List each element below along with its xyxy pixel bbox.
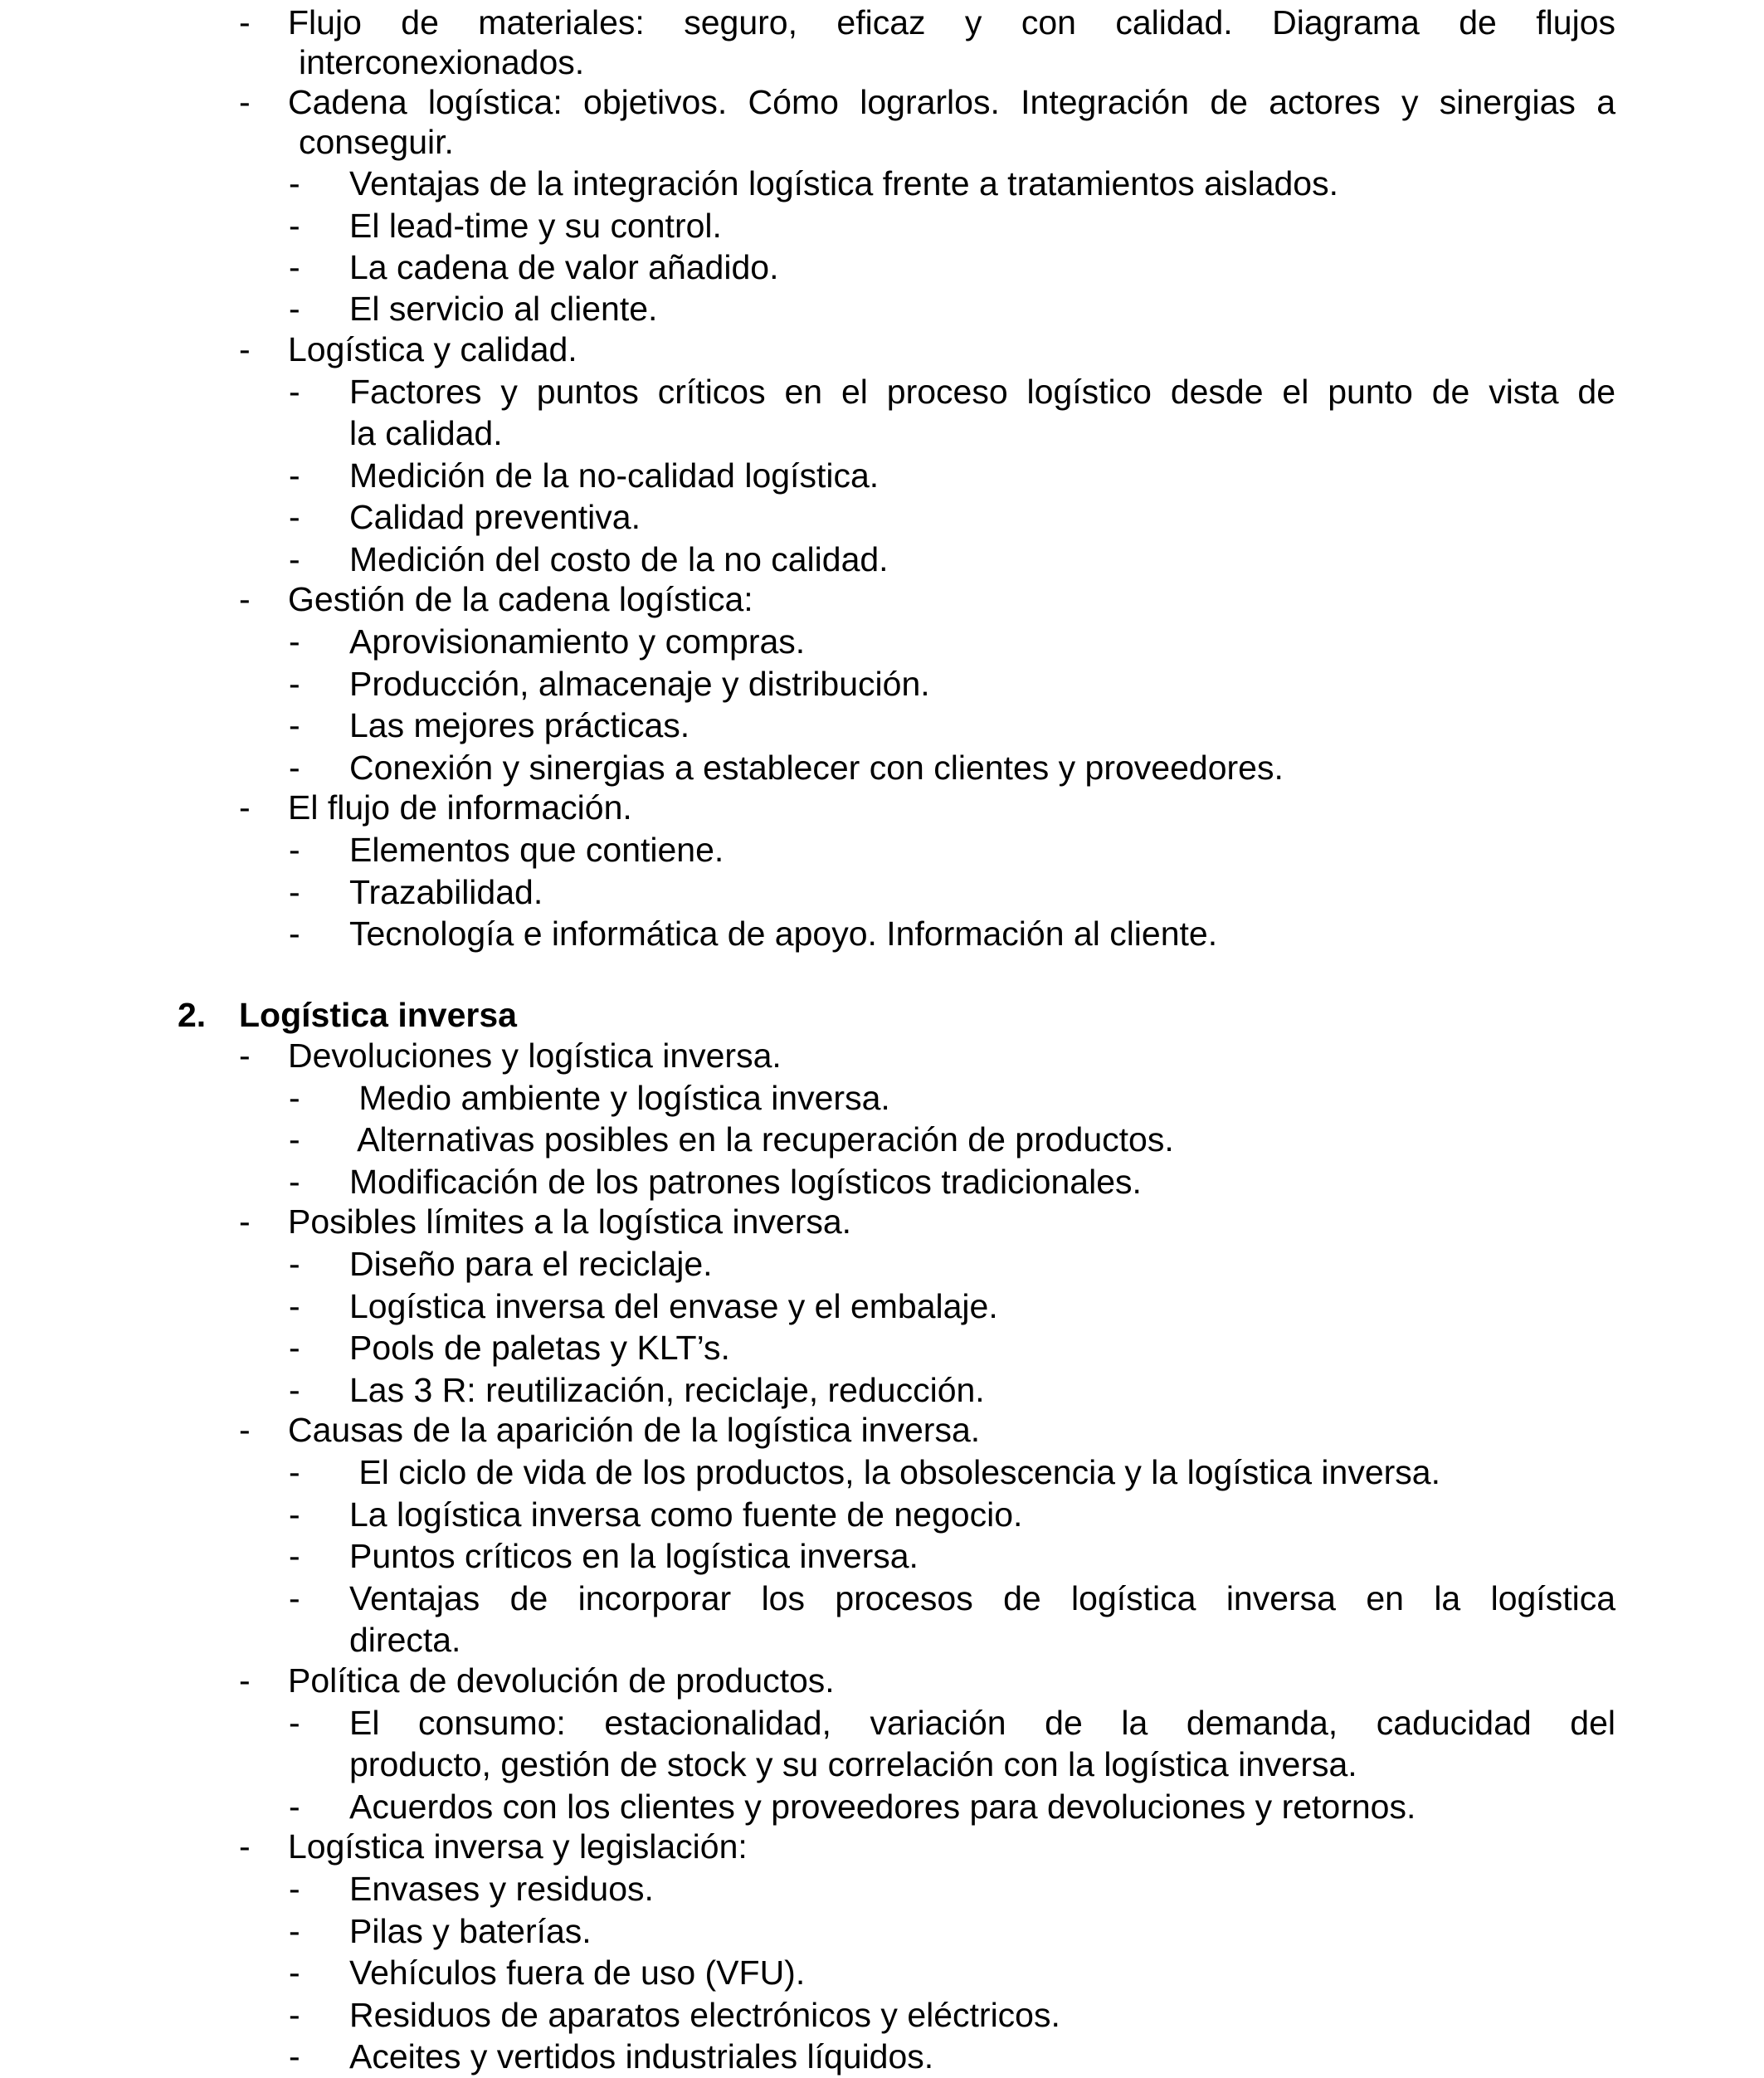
bullet-dash: - bbox=[289, 1287, 300, 1325]
list-item-posibles-limites: Posibles límites a la logística inversa. bbox=[288, 1202, 852, 1241]
bullet-dash: - bbox=[289, 498, 300, 536]
bullet-dash: - bbox=[289, 248, 300, 286]
bullet-dash: - bbox=[289, 456, 300, 495]
subitem: Las mejores prácticas. bbox=[349, 706, 690, 744]
bullet-dash: - bbox=[289, 2037, 300, 2076]
subitem: Vehículos fuera de uso (VFU). bbox=[349, 1954, 806, 1992]
bullet-dash: - bbox=[289, 873, 300, 911]
subitem-continuation: la calidad. bbox=[349, 414, 503, 452]
bullet-dash: - bbox=[239, 1661, 251, 1700]
bullet-dash: - bbox=[239, 1037, 251, 1075]
subitem: El ciclo de vida de los productos, la obsolescencia y la logística inversa. bbox=[349, 1453, 1440, 1491]
bullet-dash: - bbox=[239, 788, 251, 827]
bullet-dash: - bbox=[289, 1495, 300, 1534]
subitem: Modificación de los patrones logísticos tradicionales. bbox=[349, 1163, 1142, 1201]
bullet-dash: - bbox=[289, 373, 300, 411]
bullet-dash: - bbox=[289, 1996, 300, 2034]
subitem: Envases y residuos. bbox=[349, 1870, 654, 1908]
bullet-dash: - bbox=[289, 665, 300, 703]
subitem: El lead-time y su control. bbox=[349, 207, 722, 245]
subitem: Tecnología e informática de apoyo. Información al cliente. bbox=[349, 915, 1218, 953]
subitem: Elementos que contiene. bbox=[349, 831, 724, 869]
bullet-dash: - bbox=[289, 1870, 300, 1908]
list-item-cadena-logistica: Cadena logística: objetivos. Cómo lograrlos. Integración de actores y sinergias a bbox=[288, 83, 1615, 121]
subitem: Factores y puntos críticos en el proceso logístico desde el punto de vista de bbox=[349, 373, 1615, 411]
list-item-politica-devolucion: Política de devolución de productos. bbox=[288, 1661, 835, 1700]
subitem: Medio ambiente y logística inversa. bbox=[349, 1079, 890, 1117]
bullet-dash: - bbox=[289, 290, 300, 328]
bullet-dash: - bbox=[289, 1788, 300, 1826]
list-item-causas: Causas de la aparición de la logística inversa. bbox=[288, 1411, 981, 1449]
list-item-flujo-informacion: El flujo de información. bbox=[288, 788, 632, 827]
bullet-dash: - bbox=[239, 1827, 251, 1866]
bullet-dash: - bbox=[289, 1912, 300, 1950]
list-item-devoluciones: Devoluciones y logística inversa. bbox=[288, 1037, 782, 1075]
list-item-legislacion: Logística inversa y legislación: bbox=[288, 1827, 748, 1866]
bullet-dash: - bbox=[289, 1537, 300, 1575]
list-item-continuation: conseguir. bbox=[299, 123, 454, 161]
subitem: Trazabilidad. bbox=[349, 873, 543, 911]
bullet-dash: - bbox=[289, 831, 300, 869]
bullet-dash: - bbox=[239, 1202, 251, 1241]
bullet-dash: - bbox=[289, 1120, 300, 1159]
list-item-flujo-materiales: Flujo de materiales: seguro, eficaz y con calidad. Diagrama de flujos bbox=[288, 3, 1615, 41]
bullet-dash: - bbox=[289, 1579, 300, 1617]
subitem: Medición del costo de la no calidad. bbox=[349, 540, 889, 578]
bullet-dash: - bbox=[289, 1704, 300, 1742]
subitem: Aprovisionamiento y compras. bbox=[349, 622, 806, 661]
list-item-gestion-cadena: Gestión de la cadena logística: bbox=[288, 580, 753, 618]
bullet-dash: - bbox=[289, 540, 300, 578]
subitem: Medición de la no-calidad logística. bbox=[349, 456, 880, 495]
bullet-dash: - bbox=[289, 1079, 300, 1117]
subitem: Residuos de aparatos electrónicos y eléctricos. bbox=[349, 1996, 1060, 2034]
bullet-dash: - bbox=[289, 622, 300, 661]
bullet-dash: - bbox=[289, 1453, 300, 1491]
subitem: La cadena de valor añadido. bbox=[349, 248, 779, 286]
subitem: Pilas y baterías. bbox=[349, 1912, 592, 1950]
section-number: 2. bbox=[178, 996, 207, 1034]
list-item-logistica-calidad: Logística y calidad. bbox=[288, 330, 577, 368]
subitem: Puntos críticos en la logística inversa. bbox=[349, 1537, 919, 1575]
subitem-continuation: directa. bbox=[349, 1621, 461, 1659]
subitem: Calidad preventiva. bbox=[349, 498, 641, 536]
subitem: Ventajas de la integración logística frente a tratamientos aislados. bbox=[349, 164, 1338, 202]
bullet-dash: - bbox=[289, 1163, 300, 1201]
bullet-dash: - bbox=[239, 330, 251, 368]
bullet-dash: - bbox=[289, 749, 300, 787]
bullet-dash: - bbox=[239, 83, 251, 121]
subitem: El servicio al cliente. bbox=[349, 290, 658, 328]
subitem: El consumo: estacionalidad, variación de la demanda, caducidad del bbox=[349, 1704, 1615, 1742]
bullet-dash: - bbox=[289, 164, 300, 202]
bullet-dash: - bbox=[289, 915, 300, 953]
bullet-dash: - bbox=[289, 1245, 300, 1283]
subitem: Aceites y vertidos industriales líquidos. bbox=[349, 2037, 934, 2076]
bullet-dash: - bbox=[289, 1954, 300, 1992]
subitem-continuation: producto, gestión de stock y su correlación con la logística inversa. bbox=[349, 1745, 1357, 1783]
subitem: Producción, almacenaje y distribución. bbox=[349, 665, 930, 703]
subitem: Acuerdos con los clientes y proveedores para devoluciones y retornos. bbox=[349, 1788, 1416, 1826]
bullet-dash: - bbox=[239, 1411, 251, 1449]
section-title: Logística inversa bbox=[239, 996, 517, 1034]
subitem: Ventajas de incorporar los procesos de logística inversa en la logística bbox=[349, 1579, 1615, 1617]
list-item-continuation: interconexionados. bbox=[299, 43, 585, 81]
subitem: Alternativas posibles en la recuperación de productos. bbox=[349, 1120, 1174, 1159]
subitem: Pools de paletas y KLT’s. bbox=[349, 1329, 730, 1367]
bullet-dash: - bbox=[289, 1371, 300, 1409]
bullet-dash: - bbox=[239, 3, 251, 41]
subitem: Las 3 R: reutilización, reciclaje, reducción. bbox=[349, 1371, 985, 1409]
bullet-dash: - bbox=[289, 706, 300, 744]
subitem: Logística inversa del envase y el embalaje. bbox=[349, 1287, 998, 1325]
subitem: Diseño para el reciclaje. bbox=[349, 1245, 713, 1283]
subitem: La logística inversa como fuente de negocio. bbox=[349, 1495, 1023, 1534]
bullet-dash: - bbox=[289, 1329, 300, 1367]
subitem: Conexión y sinergias a establecer con clientes y proveedores. bbox=[349, 749, 1284, 787]
bullet-dash: - bbox=[289, 207, 300, 245]
bullet-dash: - bbox=[239, 580, 251, 618]
